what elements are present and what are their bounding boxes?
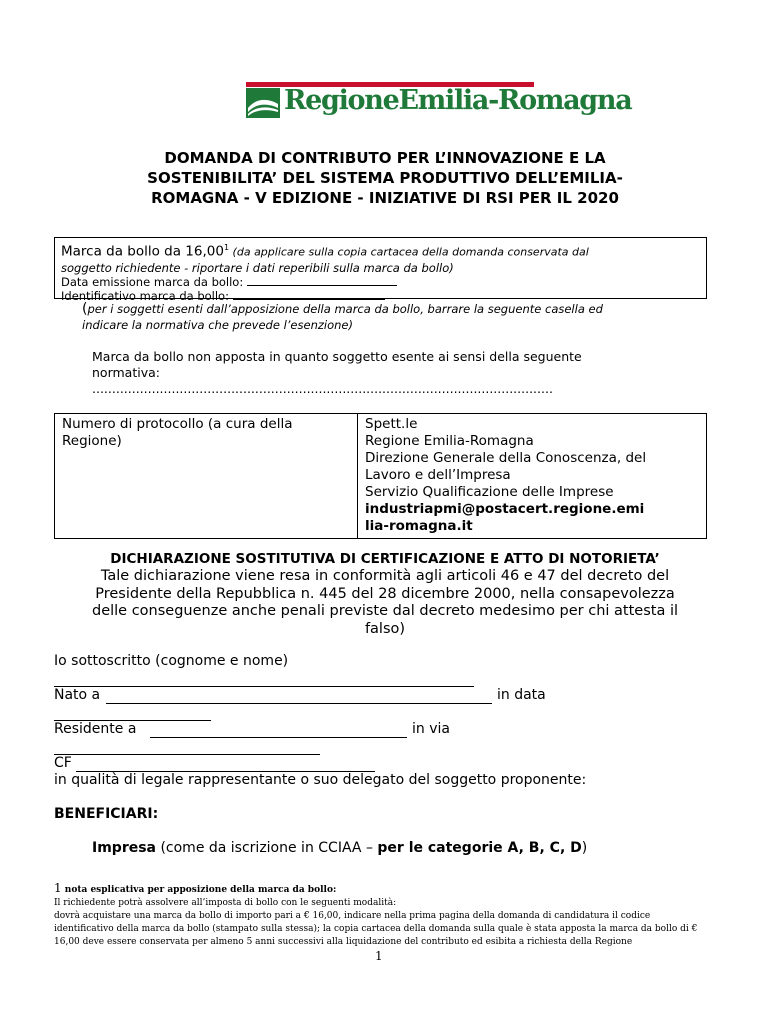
stamp-date-line[interactable] xyxy=(247,275,397,286)
birthplace-field[interactable] xyxy=(106,703,492,704)
birthdate-label: in data xyxy=(497,687,546,703)
stamp-duty-heading xyxy=(61,239,700,261)
document-title xyxy=(60,148,710,208)
region-logo xyxy=(246,82,632,122)
title-line-1: DOMANDA DI CONTRIBUTO PER L’INNOVAZIONE E LA xyxy=(164,149,606,167)
stamp-id-line[interactable] xyxy=(233,289,385,300)
street-field[interactable] xyxy=(54,754,320,755)
addressee-cell: Spett.le Regione Emilia-Romagna Direzione Generale della Conoscenza, del Lavoro e dell’Impresa Servizio Qualificazione delle Imprese industriapmi@postacert.regione.emi lia-romagna.it xyxy=(365,416,647,534)
tax-code-label: CF xyxy=(54,755,72,771)
footnote: 1 nota esplicativa per apposizione della marca da bollo: Il richiedente potrà assolvere all’imposta di bollo con le seguenti modalità: dovrà acquistare una marca da bollo di importo pari a € 16,00, indicare nella prima pagina della domanda di candidatura il codice identificativo della marca da bollo (stampato sulla stessa); la copia cartacea della domanda sulla quale è stata apposta la marca da bollo di € 16,00 deve essere conservata per almeno 5 anni successivi alla liquidazione del contributo ed esibita a richiesta della Regione xyxy=(54,882,714,949)
exemption-text: Marca da bollo non apposta in quanto soggetto esente ai sensi della seguente normativa: xyxy=(92,349,582,380)
protocol-number-cell: Numero di protocollo (a cura della Regione) xyxy=(62,416,293,449)
beneficiaries-heading: BENEFICIARI: xyxy=(54,806,159,822)
stamp-duty-label: Marca da bollo da 16,00 xyxy=(61,243,224,260)
stamp-id-field[interactable]: Identificativo marca da bollo: xyxy=(61,289,700,303)
pec-email-link[interactable]: industriapmi@postacert.regione.emi xyxy=(365,501,645,517)
exemption-checkbox[interactable] xyxy=(54,350,68,364)
title-line-3: ROMAGNA - V EDIZIONE - INIZIATIVE DI RSI PER IL 2020 xyxy=(151,189,619,207)
title-line-2: SOSTENIBILITA’ DEL SISTEMA PRODUTTIVO DELL’EMILIA- xyxy=(147,169,623,187)
exemption-note: (per i soggetti esenti dall’apposizione della marca da bollo, barrare la seguente casella ed indicare la normativa che prevede l’esenzione) xyxy=(82,301,603,332)
impresa-option: Impresa (come da iscrizione in CCIAA – per le categorie A, B, C, D) xyxy=(92,840,588,856)
stamp-date-field[interactable]: Data emissione marca da bollo: xyxy=(61,275,700,289)
undersigned-name-field[interactable] xyxy=(54,686,474,687)
exemption-normativa-field[interactable]: .................................................................................................................... xyxy=(92,381,553,396)
footnote-ref[interactable]: 1 xyxy=(223,243,230,252)
stamp-duty-box xyxy=(54,237,707,303)
pec-email-link-cont[interactable]: lia-romagna.it xyxy=(365,518,473,534)
logo-text: RegioneEmilia-Romagna xyxy=(284,85,632,116)
undersigned-label: Io sottoscritto (cognome e nome) xyxy=(54,653,289,669)
impresa-checkbox[interactable] xyxy=(54,841,68,855)
logo-emblem-icon xyxy=(246,88,280,118)
residence-field[interactable] xyxy=(150,737,407,738)
birthplace-label: Nato a xyxy=(54,687,101,703)
residence-label: Residente a xyxy=(54,721,137,737)
page-number: 1 xyxy=(375,949,383,963)
footnote-heading: 1 nota esplicativa per apposizione della marca da bollo: xyxy=(54,881,337,895)
capacity-statement: in qualità di legale rappresentante o suo delegato del soggetto proponente: xyxy=(54,772,587,788)
protocol-table xyxy=(54,413,707,539)
street-label: in via xyxy=(412,721,450,737)
declaration-title: DICHIARAZIONE SOSTITUTIVA DI CERTIFICAZIONE E ATTO DI NOTORIETA’ xyxy=(110,551,660,567)
declaration-body: Tale dichiarazione viene resa in conformità agli articoli 46 e 47 del decreto del Presidente della Repubblica n. 445 del 28 dicembre 2000, nella consapevolezza delle conseguenze anche penali previste dal decreto medesimo per chi attesta il falso) xyxy=(91,568,679,637)
table-divider xyxy=(357,414,358,538)
stamp-duty-instructions-2: soggetto richiedente - riportare i dati reperibili sulla marca da bollo) xyxy=(61,260,454,275)
stamp-duty-instructions: (da applicare sulla copia cartacea della domanda conservata dal xyxy=(229,245,589,259)
